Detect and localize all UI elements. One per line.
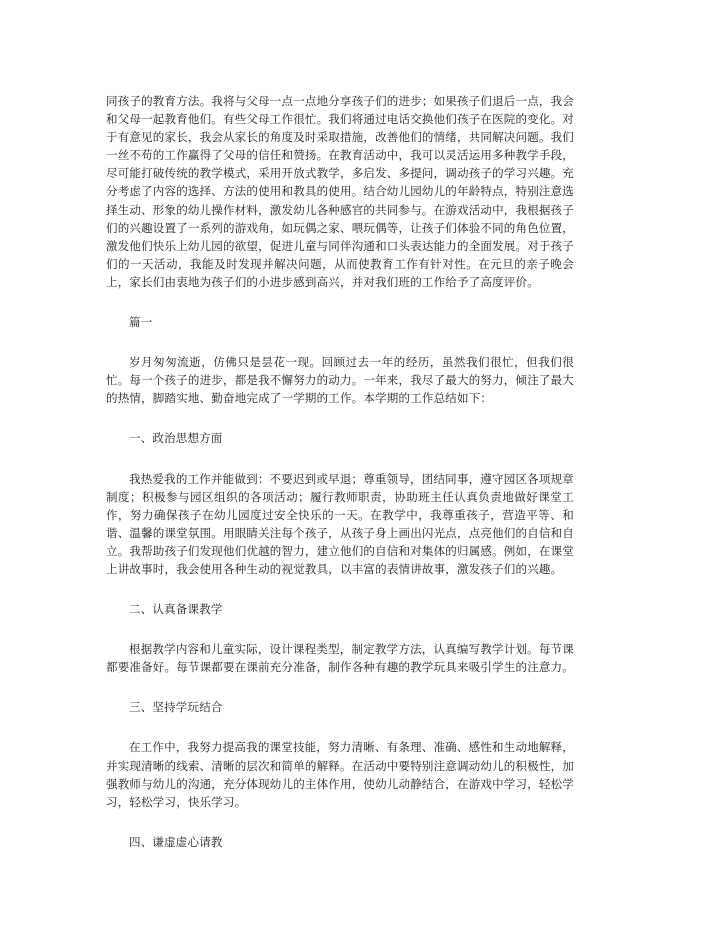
paragraph-political-thought: 我热爱我的工作并能做到：不要迟到或早退；尊重领导，团结同事，遵守园区各项规章制度；积极参与园区组织的各项活动；履行教师职责，协助班主任认真负责地做好课堂工作，努力确保孩子在幼儿园度过安全快乐的一天。在教学中，我尊重孩子，营造平等、和谐、温馨的课堂氛围。用眼睛关注每个孩子，从孩子身上画出闪光点，点亮他们的自信和自立。我帮助孩子们发现他们优越的智力，建立他们的自信和对集体的归属感。例如，在课堂上讲故事时，我会使用各种生动的视觉教具，以丰富的表情讲故事，激发孩子们的兴趣。: [106, 471, 574, 576]
paragraph-intro: 岁月匆匆流逝，仿佛只是昙花一现。回顾过去一年的经历，虽然我们很忙，但我们很忙。每一个孩子的进步，都是我不懈努力的动力。一年来，我尽了最大的努力，倾注了最大的热情，脚踏实地、勤奋地完成了一学期的工作。本学期的工作总结如下：: [106, 355, 574, 406]
heading-humble-learning: 四、谦虚虚心请教: [129, 834, 223, 849]
paragraph-parent-communication: 同孩子的教育方法。我将与父母一点一点地分享孩子们的进步；如果孩子们退后一点，我会和父母一起教育他们。有些父母工作很忙。我们将通过电话交换他们孩子在医院的变化。对于有意见的家长，我会从家长的角度及时采取措施，改善他们的情绪，共同解决问题。我们一丝不苟的工作赢得了父母的信任和赞扬。在教育活动中，我可以灵活运用多种教学手段，尽可能打破传统的教学模式，采用开放式教学，多启发、多提问，调动孩子的学习兴趣。充分考虑了内容的选择、方法的使用和教具的使用。结合幼儿园幼儿的年龄特点，特别注意选择生动、形象的幼儿操作材料，激发幼儿各种感官的共同参与。在游戏活动中，我根据孩子们的兴趣设置了一系列的游戏角，如玩偶之家、喂玩偶等，让孩子们体验不同的角色位置，激发他们快乐上幼儿园的欲望，促进儿童与同伴沟通和口头表达能力的全面发展。对于孩子们的一天活动，我能及时发现并解决问题，从而使教育工作有针对性。在元旦的亲子晚会上，家长们由衷地为孩子们的小进步感到高兴，并对我们班的工作给予了高度评价。: [106, 94, 574, 289]
paragraph-learning-and-play: 在工作中，我努力提高我的课堂技能，努力清晰、有条理、准确、感性和生动地解释，并实现清晰的线索、清晰的层次和简单的解释。在活动中要特别注意调动幼儿的积极性，加强教师与幼儿的沟通，充分体现幼儿的主体作用，使幼儿动静结合，在游戏中学习，轻松学习，轻松学习，快乐学习。: [106, 740, 574, 809]
paragraph-lesson-preparation: 根据教学内容和儿童实际，设计课程类型，制定教学方法，认真编写教学计划。每节课都要准备好。每节课都要在课前充分准备，制作各种有趣的教学玩具来吸引学生的注意力。: [106, 642, 574, 675]
document-page: [106, 92, 574, 851]
heading-lesson-preparation: 二、认真备课教学: [129, 602, 223, 617]
heading-learning-and-play: 三、坚持学玩结合: [129, 700, 223, 715]
heading-political-thought: 一、政治思想方面: [129, 431, 223, 446]
section-title: 篇一: [129, 315, 153, 330]
